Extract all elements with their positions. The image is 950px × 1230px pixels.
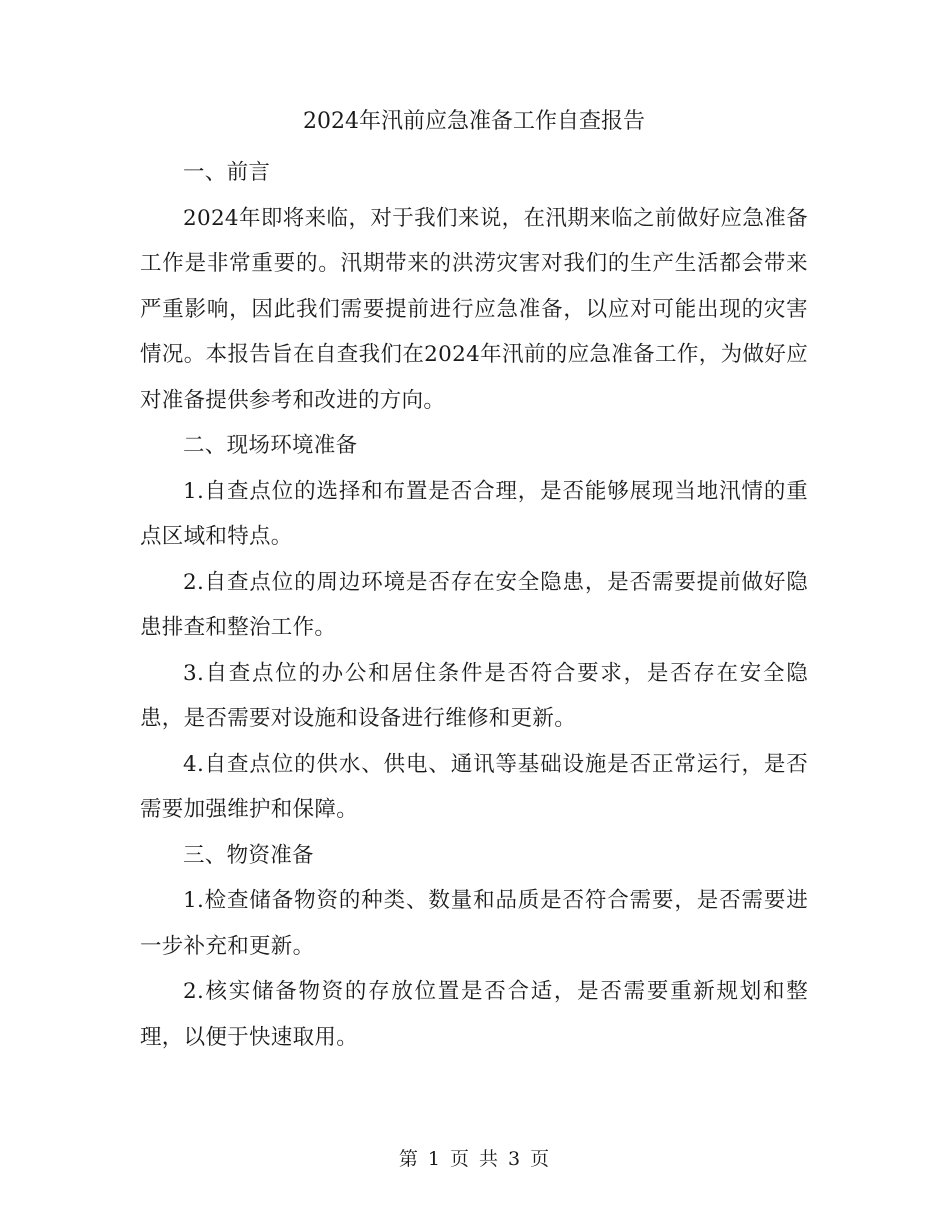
list-item-site-3: 3.自查点位的办公和居住条件是否符合要求，是否存在安全隐患，是否需要对设施和设备进行维修和更新。 [140,660,808,731]
section-heading-materials: 三、物资准备 [183,842,314,868]
paragraph-preface: 2024年即将来临，对于我们来说，在汛期来临之前做好应急准备工作是非常重要的。汛期带来的洪涝灾害对我们的生产生活都会带来严重影响，因此我们需要提前进行应急准备，以应对可能出现的灾害情况。本报告旨在自查我们在2024年汛前的应急准备工作，为做好应对准备提供参考和改进的方向。 [140,205,808,413]
document-title: 2024年汛前应急准备工作自查报告 [303,109,645,134]
footer-suffix: 页 [530,1148,552,1170]
list-item-materials-2: 2.核实储备物资的存放位置是否合适，是否需要重新规划和整理，以便于快速取用。 [140,979,808,1050]
footer-middle: 页 共 [449,1148,501,1170]
list-item-site-4: 4.自查点位的供水、供电、通讯等基础设施是否正常运行，是否需要加强维护和保障。 [140,751,808,822]
list-item-site-2: 2.自查点位的周边环境是否存在安全隐患，是否需要提前做好隐患排查和整治工作。 [140,569,808,640]
footer-total-pages: 3 [508,1148,523,1170]
list-item-materials-1: 1.检查储备物资的种类、数量和品质是否符合需要，是否需要进一步补充和更新。 [140,888,808,959]
footer-page-number: 1 [427,1148,442,1170]
list-item-site-1: 1.自查点位的选择和布置是否合理，是否能够展现当地汛情的重点区域和特点。 [140,478,808,549]
document-body [140,104,808,1060]
page-footer [0,1146,950,1172]
section-heading-site: 二、现场环境准备 [183,433,358,458]
section-heading-preface: 一、前言 [183,160,271,185]
footer-prefix: 第 [398,1148,420,1170]
